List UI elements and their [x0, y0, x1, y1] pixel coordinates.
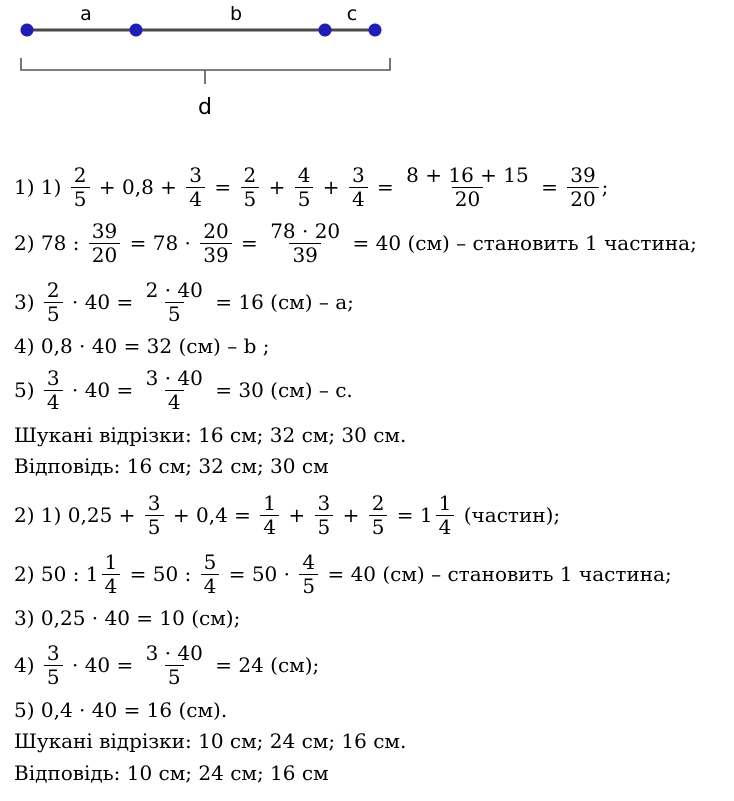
text-segment: = 16 (см) – а;	[208, 290, 354, 314]
fraction-denominator: 5	[44, 665, 63, 688]
fraction-denominator: 20	[89, 243, 120, 266]
fraction	[295, 162, 314, 211]
text-segment: Відповідь: 16 см; 32 см; 30 см	[14, 454, 329, 478]
text-segment: · 40 =	[65, 378, 140, 402]
text-segment: +	[282, 503, 312, 527]
solution-line	[14, 549, 672, 598]
fraction-numerator: 3 · 40	[145, 640, 203, 665]
fraction-denominator: 20	[567, 187, 598, 210]
fraction-numerator: 1	[438, 490, 452, 515]
fraction-denominator: 4	[201, 574, 220, 597]
solution-line	[14, 604, 240, 632]
text-segment: = 30 (см) – с.	[208, 378, 353, 402]
fraction-numerator: 4	[297, 162, 311, 187]
fraction-denominator: 4	[102, 574, 121, 597]
text-segment: 1) 1)	[14, 175, 68, 199]
text-segment: · 40 =	[65, 653, 140, 677]
fraction	[71, 162, 90, 211]
text-segment: 3)	[14, 290, 41, 314]
fraction	[369, 490, 388, 539]
fraction-denominator: 4	[186, 187, 205, 210]
text-segment: +	[316, 175, 346, 199]
text-segment: Шукані відрізки: 16 см; 32 см; 30 см.	[14, 423, 407, 447]
fraction-denominator: 5	[369, 515, 388, 538]
fraction-denominator: 5	[145, 515, 164, 538]
fraction-denominator: 39	[200, 243, 231, 266]
solution-line	[14, 421, 406, 449]
fraction	[186, 162, 205, 211]
fraction	[567, 162, 598, 211]
fraction-numerator: 2	[243, 162, 257, 187]
fraction	[260, 490, 279, 539]
solution-line	[14, 759, 329, 787]
fraction	[102, 549, 121, 598]
fraction-numerator: 2	[73, 162, 87, 187]
fraction-numerator: 5	[203, 549, 217, 574]
fraction-denominator: 5	[165, 302, 184, 325]
solution-line	[14, 218, 697, 267]
fraction-denominator: 4	[436, 515, 455, 538]
fraction-numerator: 39	[91, 218, 118, 243]
fraction-numerator: 3	[189, 162, 203, 187]
text-segment: = 24 (см);	[208, 653, 320, 677]
fraction-denominator: 4	[44, 390, 63, 413]
text-segment: +	[336, 503, 366, 527]
fraction	[315, 490, 334, 539]
text-segment: = 40 (см) – становить 1 частина;	[321, 562, 672, 586]
text-segment: ;	[601, 175, 609, 199]
text-segment: 5) 0,4 · 40 = 16 (см).	[14, 698, 228, 722]
fraction-denominator: 39	[289, 243, 320, 266]
text-segment: Відповідь: 10 см; 24 см; 16 см	[14, 761, 329, 785]
text-segment: =	[370, 175, 401, 199]
fraction	[145, 490, 164, 539]
text-segment: 4)	[14, 653, 41, 677]
text-segment: = 1	[390, 503, 433, 527]
text-segment: (частин);	[457, 503, 561, 527]
fraction	[44, 277, 63, 326]
fraction-numerator: 2	[46, 277, 60, 302]
fraction-numerator: 3	[351, 162, 365, 187]
fraction	[143, 640, 206, 689]
fraction-numerator: 8 + 16 + 15	[406, 162, 529, 187]
fraction-denominator: 5	[295, 187, 314, 210]
fraction-numerator: 3	[147, 490, 161, 515]
fraction-denominator: 5	[315, 515, 334, 538]
text-segment: 2) 78 :	[14, 231, 86, 255]
fraction-numerator: 39	[570, 162, 596, 187]
fraction	[436, 490, 455, 539]
solution-line	[14, 696, 227, 724]
fraction-denominator: 4	[165, 390, 184, 413]
fraction	[403, 162, 532, 211]
fraction-numerator: 3	[46, 640, 60, 665]
text-segment: = 50 :	[123, 562, 198, 586]
fraction-denominator: 5	[44, 302, 63, 325]
segment-label-a: a	[80, 3, 92, 25]
text-segment: · 40 =	[65, 290, 140, 314]
text-segment: + 0,8 +	[92, 175, 184, 199]
fraction-numerator: 4	[302, 549, 316, 574]
text-segment: =	[534, 175, 565, 199]
fraction	[349, 162, 368, 211]
solution-line	[14, 365, 353, 414]
fraction-numerator: 3	[46, 365, 60, 390]
text-segment: 2) 50 : 1	[14, 562, 99, 586]
fraction-numerator: 1	[263, 490, 277, 515]
fraction-numerator: 1	[104, 549, 118, 574]
fraction	[200, 218, 231, 267]
fraction-denominator: 5	[71, 187, 90, 210]
fraction	[143, 277, 206, 326]
fraction	[201, 549, 220, 598]
fraction-numerator: 3	[317, 490, 331, 515]
text-segment: = 50 ·	[222, 562, 297, 586]
fraction	[89, 218, 120, 267]
fraction	[44, 365, 63, 414]
fraction-numerator: 2 · 40	[145, 277, 203, 302]
text-segment: + 0,4 =	[166, 503, 258, 527]
solution-line	[14, 727, 406, 755]
fraction	[143, 365, 206, 414]
solution-line	[14, 332, 269, 360]
fraction-numerator: 20	[203, 218, 229, 243]
fraction-denominator: 5	[299, 574, 318, 597]
fraction-numerator: 3 · 40	[145, 365, 203, 390]
solution-line	[14, 452, 329, 480]
solution-line	[14, 490, 561, 539]
text-segment: = 78 ·	[123, 231, 198, 255]
text-segment: 5)	[14, 378, 41, 402]
fraction	[299, 549, 318, 598]
fraction	[44, 640, 63, 689]
fraction-denominator: 4	[260, 515, 279, 538]
fraction-numerator: 2	[371, 490, 385, 515]
fraction-denominator: 5	[165, 665, 184, 688]
fraction	[241, 162, 260, 211]
fraction-denominator: 5	[241, 187, 260, 210]
text-segment: =	[208, 175, 238, 199]
segment-label-b: b	[229, 3, 243, 25]
solution-line	[14, 162, 609, 211]
segment-label-c: c	[346, 3, 358, 25]
fraction	[267, 218, 343, 267]
text-segment: Шукані відрізки: 10 см; 24 см; 16 см.	[14, 729, 407, 753]
solution-line	[14, 640, 320, 689]
text-segment: 3) 0,25 · 40 = 10 (см);	[14, 606, 241, 630]
text-segment: =	[234, 231, 265, 255]
text-segment: 2) 1) 0,25 +	[14, 503, 142, 527]
fraction-denominator: 20	[452, 187, 483, 210]
total-label-d: d	[198, 95, 212, 120]
solution-line	[14, 277, 354, 326]
fraction-denominator: 4	[349, 187, 368, 210]
fraction-numerator: 78 · 20	[270, 218, 341, 243]
text-segment: = 40 (см) – становить 1 частина;	[346, 231, 697, 255]
text-segment: +	[262, 175, 292, 199]
text-segment: 4) 0,8 · 40 = 32 (см) – b ;	[14, 334, 270, 358]
